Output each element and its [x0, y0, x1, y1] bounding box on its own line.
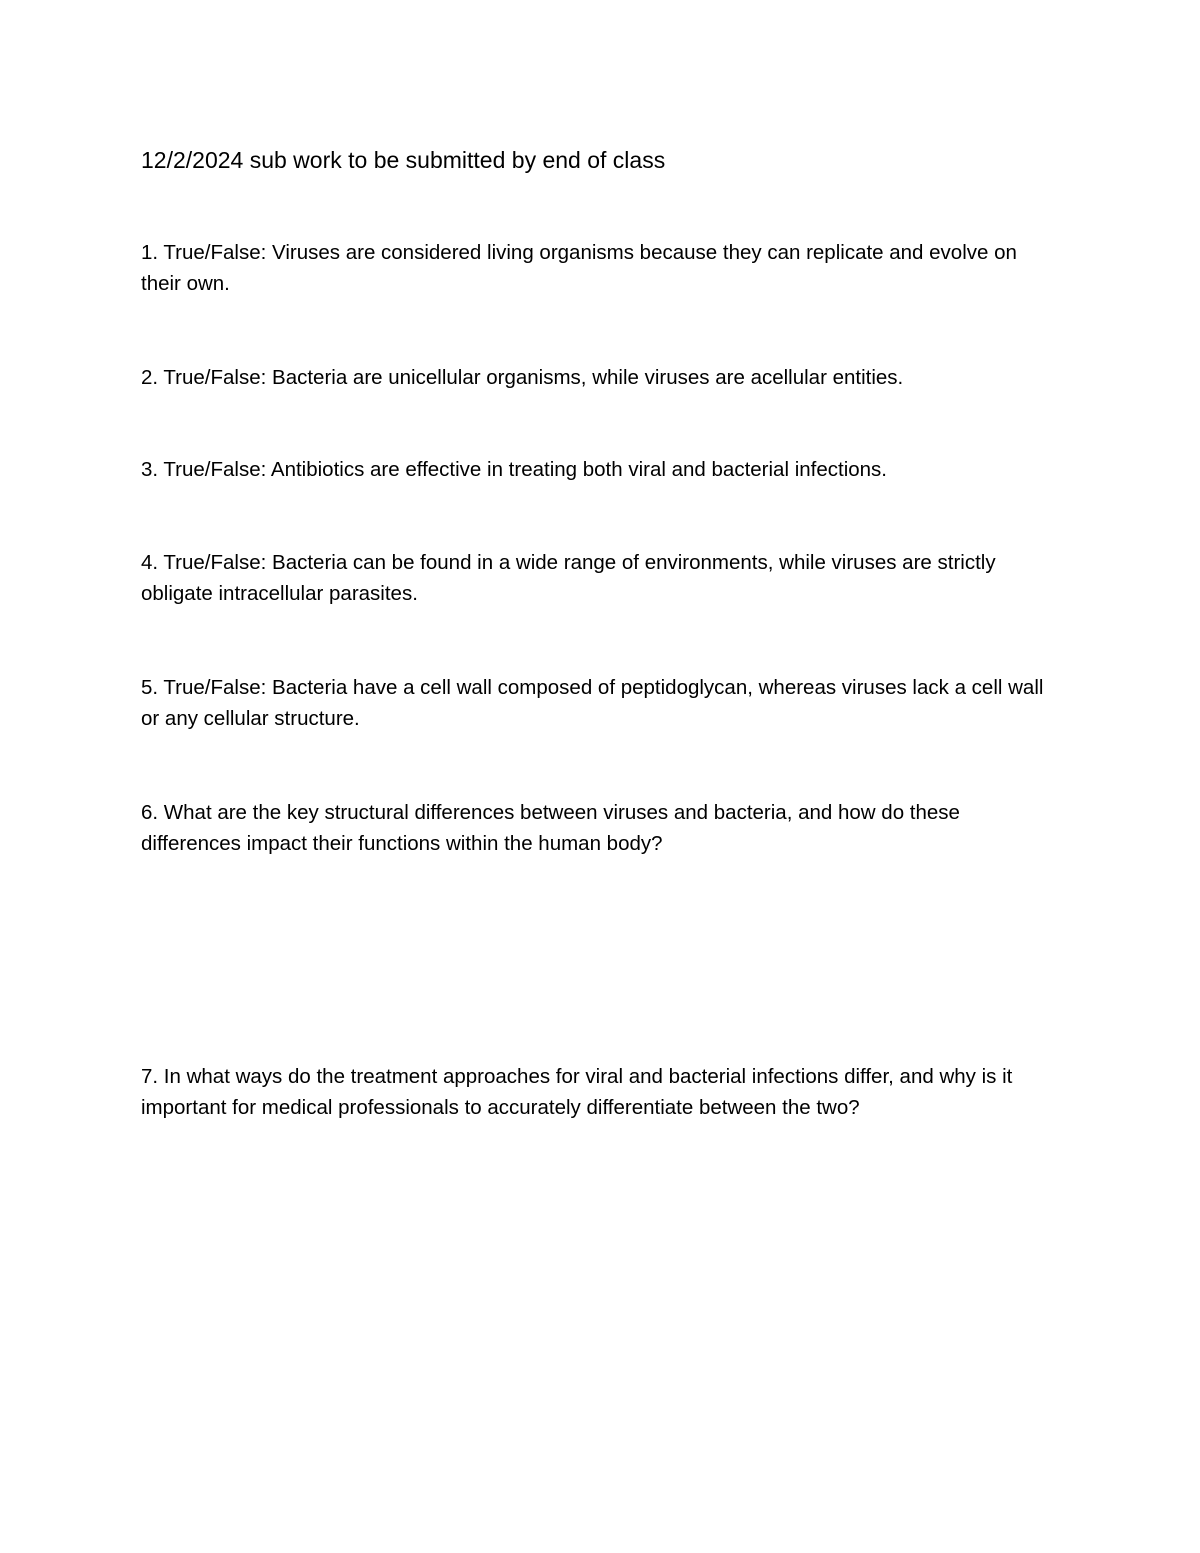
question-6: 6. What are the key structural differences between viruses and bacteria, and how do these differences impact their functions within the human body? — [141, 801, 960, 855]
question-4: 4. True/False: Bacteria can be found in a wide range of environments, while viruses are strictly obligate intracellular parasites. — [141, 551, 996, 605]
question-5: 5. True/False: Bacteria have a cell wall composed of peptidoglycan, whereas viruses lack a cell wall or any cellular structure. — [141, 676, 1044, 730]
question-3: 3. True/False: Antibiotics are effective in treating both viral and bacterial infections. — [141, 458, 887, 481]
question-7: 7. In what ways do the treatment approaches for viral and bacterial infections differ, and why is it important for medical professionals to accurately differentiate between the two? — [141, 1065, 1013, 1119]
question-2: 2. True/False: Bacteria are unicellular organisms, while viruses are acellular entities. — [141, 366, 904, 389]
document-heading: 12/2/2024 sub work to be submitted by end of class — [141, 147, 666, 173]
question-1: 1. True/False: Viruses are considered living organisms because they can replicate and evolve on their own. — [141, 241, 1017, 295]
